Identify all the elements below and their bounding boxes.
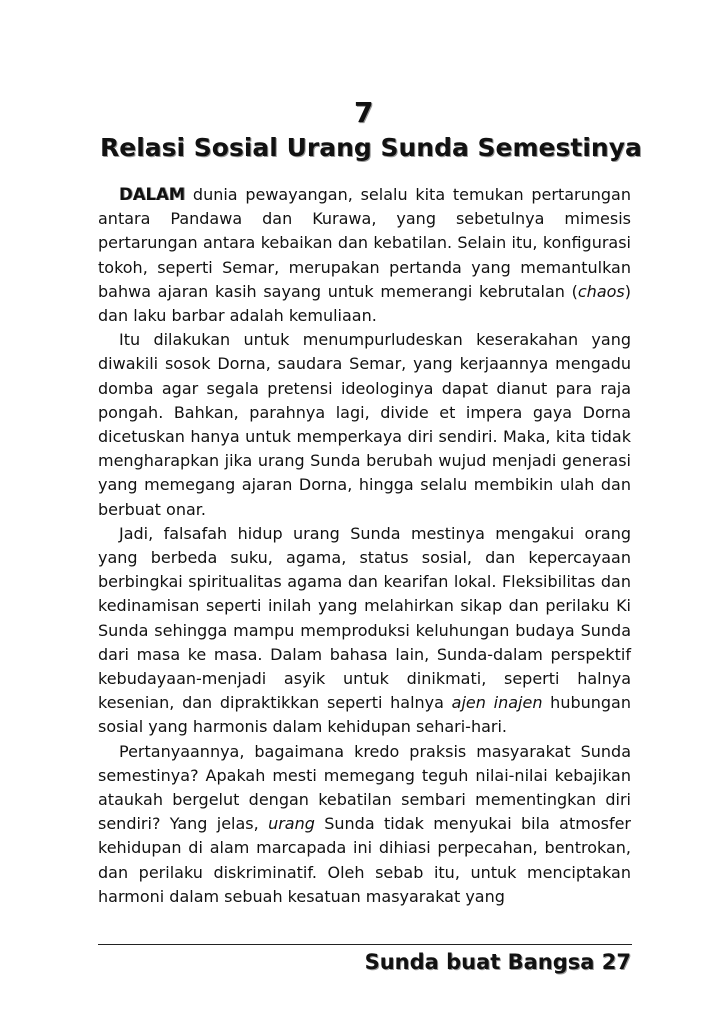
body-text xyxy=(98,183,631,909)
paragraph-3 xyxy=(98,522,631,740)
paragraph-1 xyxy=(98,183,631,328)
paragraph-4-text-a: Pertanyaannya, bagaimana kredo praksis masyarakat Sunda semestinya? Apakah mesti memegang teguh nilai-nilai kebajikan ataukah bergelut dengan kebatilan sembari mementingkan diri sendiri? Yang jelas, xyxy=(98,741,631,834)
chapter-number: 7 xyxy=(354,96,374,129)
paragraph-2 xyxy=(98,328,631,522)
paragraph-1-text-a: dunia pewayangan, selalu kita temukan pertarungan antara Pandawa dan Kurawa, yang sebetulnya mimesis pertarungan antara kebaikan dan kebatilan. Selain itu, konfigurasi tokoh, seperti Semar, merupakan pertanda yang memantulkan bahwa ajaran kasih sayang untuk memerangi kebrutalan ( xyxy=(98,185,631,301)
running-footer: Sunda buat Bangsa 27 xyxy=(364,950,631,974)
paragraph-lead-word: DALAM xyxy=(119,185,186,204)
paragraph-1-text-b: ) dan laku barbar adalah kemuliaan. xyxy=(98,281,631,326)
paragraph-4 xyxy=(98,740,631,909)
paragraph-1-italic-term: chaos xyxy=(577,281,625,301)
paragraph-4-text-b: Sunda tidak menyukai bila atmosfer kehidupan di alam marcapada ini dihiasi perpecahan, bentrokan, dan perilaku diskriminatif. Oleh sebab itu, untuk menciptakan harmoni dalam sebuah kesatuan masyarakat yang xyxy=(98,814,631,906)
paragraph-3-text-b: hubungan sosial yang harmonis dalam kehidupan sehari-hari. xyxy=(98,693,631,737)
paragraph-2-text: Itu dilakukan untuk menumpurludeskan keserakahan yang diwakili sosok Dorna, saudara Semar, yang kerjaannya mengadu domba agar segala pretensi ideologinya dapat dianut para raja pongah. Bahkan, parahnya lagi, divide et impera gaya Dorna dicetuskan hanya untuk memperkaya diri sendiri. Maka, kita tidak mengharapkan jika urang Sunda berubah wujud menjadi generasi yang memegang ajaran Dorna, hingga selalu membikin ulah dan berbuat onar. xyxy=(98,330,631,519)
paragraph-3-italic-term: ajen inajen xyxy=(451,693,543,713)
paragraph-4-italic-term: urang xyxy=(268,814,315,834)
footer-rule xyxy=(98,944,632,945)
paragraph-3-text-a: Jadi, falsafah hidup urang Sunda mestinya mengakui orang yang berbeda suku, agama, status sosial, dan kepercayaan berbingkai spiritualitas agama dan kearifan lokal. Fleksibilitas dan kedinamisan seperti inilah yang melahirkan sikap dan perilaku Ki Sunda sehingga mampu memproduksi keluhungan budaya Sunda dari masa ke masa. Dalam bahasa lain, Sunda-dalam perspektif kebudayaan-menjadi asyik untuk dinikmati, seperti halnya kesenian, dan dipraktikkan seperti halnya xyxy=(98,523,631,713)
chapter-title: Relasi Sosial Urang Sunda Semestinya xyxy=(100,133,642,162)
